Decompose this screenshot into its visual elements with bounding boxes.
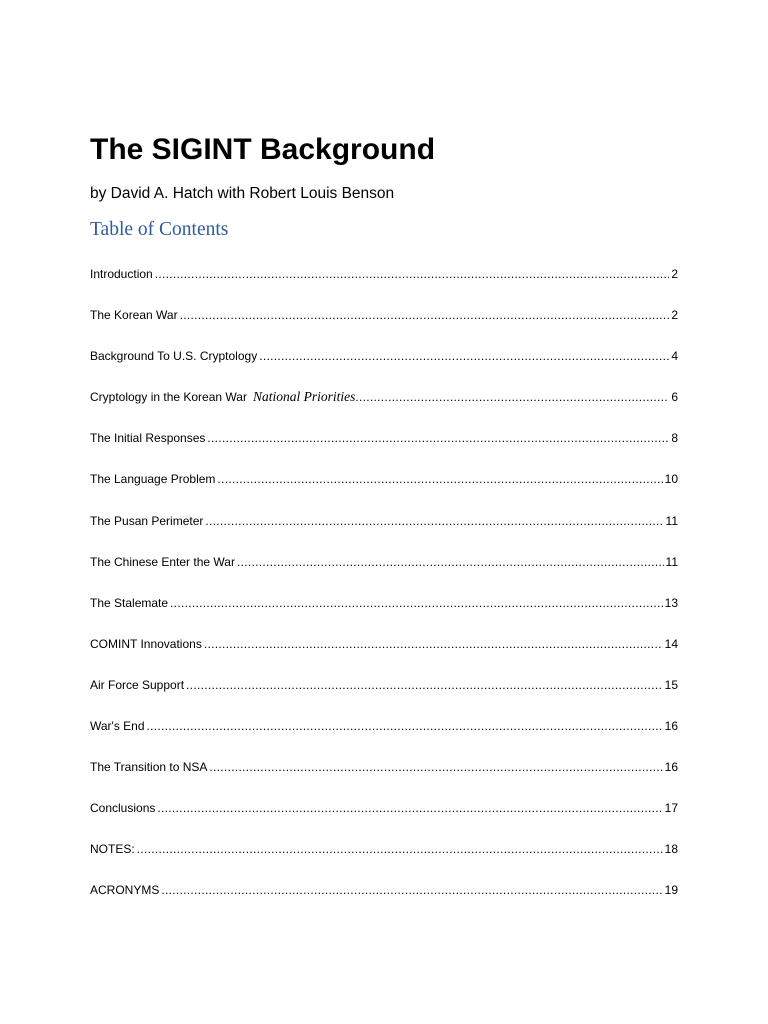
toc-leader-dots: [161, 879, 662, 901]
toc-leader-dots: [259, 345, 669, 367]
toc-entry-chinese-enter-war[interactable]: [90, 551, 678, 592]
toc-entry-page: 17: [664, 801, 678, 816]
toc-entry-label: Cryptology in the Korean War: [90, 390, 247, 405]
document-title: The SIGINT Background: [90, 133, 436, 166]
toc-leader-dots: [147, 715, 663, 737]
toc-entry-page: 16: [664, 719, 678, 734]
toc-entry-label: The Korean War: [90, 308, 178, 323]
toc-entry-page: 16: [664, 760, 678, 775]
toc-leader-dots: [137, 838, 663, 860]
toc-leader-dots: [355, 386, 669, 408]
toc-entry-page: 19: [664, 883, 678, 898]
toc-entry-label: War's End: [90, 719, 145, 734]
toc-entry-initial-responses[interactable]: [90, 427, 678, 468]
toc-entry-wars-end[interactable]: [90, 715, 678, 756]
toc-entry-page: 11: [665, 554, 678, 569]
toc-entry-acronyms[interactable]: [90, 879, 678, 920]
toc-entry-language-problem[interactable]: [90, 468, 678, 509]
toc-leader-dots: [217, 468, 662, 490]
toc-leader-dots: [209, 756, 662, 778]
toc-entry-page: 6: [671, 390, 678, 405]
toc-entry-air-force-support[interactable]: [90, 674, 678, 715]
toc-entry-label: Conclusions: [90, 801, 156, 816]
toc-leader-dots: [205, 510, 663, 532]
toc-entry-page: 14: [664, 636, 678, 651]
toc-leader-dots: [237, 551, 664, 573]
toc-entry-cryptology-korean-war[interactable]: [90, 386, 678, 427]
toc-entry-label: COMINT Innovations: [90, 636, 202, 651]
toc-entry-introduction[interactable]: [90, 263, 678, 304]
toc-leader-dots: [157, 797, 662, 819]
toc-leader-dots: [186, 674, 663, 696]
toc-entry-notes[interactable]: [90, 838, 678, 879]
toc-entry-korean-war[interactable]: [90, 304, 678, 345]
toc-entry-label: NOTES:: [90, 842, 135, 857]
toc-entry-label: The Chinese Enter the War: [90, 554, 235, 569]
toc-heading: Table of Contents: [90, 219, 229, 240]
toc-entry-page: 4: [671, 349, 678, 364]
toc-leader-dots: [207, 427, 669, 449]
toc-entry-label: The Stalemate: [90, 595, 169, 610]
toc-entry-background-us-cryptology[interactable]: [90, 345, 678, 386]
toc-entry-pusan-perimeter[interactable]: [90, 510, 678, 551]
toc-entry-label: The Pusan Perimeter: [90, 513, 204, 528]
toc-entry-page: 2: [671, 308, 678, 323]
toc-leader-dots: [180, 304, 670, 326]
toc-entry-label: The Initial Responses: [90, 431, 206, 446]
toc-leader-dots: [155, 263, 670, 285]
toc-entry-page: 15: [664, 677, 678, 692]
toc-leader-dots: [204, 633, 663, 655]
table-of-contents: [90, 263, 678, 921]
toc-leader-dots: [170, 592, 663, 614]
toc-entry-conclusions[interactable]: [90, 797, 678, 838]
toc-entry-page: 13: [664, 595, 678, 610]
toc-entry-label: Introduction: [90, 267, 153, 281]
toc-entry-label: Background To U.S. Cryptology: [90, 349, 258, 364]
toc-entry-comint-innovations[interactable]: [90, 633, 678, 674]
toc-entry-page: 10: [664, 472, 678, 487]
toc-entry-stalemate[interactable]: [90, 592, 678, 633]
toc-entry-page: 18: [664, 842, 678, 857]
toc-entry-transition-to-nsa[interactable]: [90, 756, 678, 797]
toc-entry-label: The Language Problem: [90, 472, 216, 487]
toc-entry-page: 8: [671, 431, 678, 446]
toc-entry-label: ACRONYMS: [90, 883, 160, 898]
toc-entry-label: Air Force Support: [90, 677, 185, 692]
toc-entry-emphasis: National Priorities: [252, 389, 356, 405]
toc-entry-page: 2: [671, 267, 678, 281]
toc-entry-page: 11: [665, 513, 678, 528]
toc-entry-label: The Transition to NSA: [90, 760, 208, 775]
document-byline: by David A. Hatch with Robert Louis Benson: [90, 185, 395, 202]
